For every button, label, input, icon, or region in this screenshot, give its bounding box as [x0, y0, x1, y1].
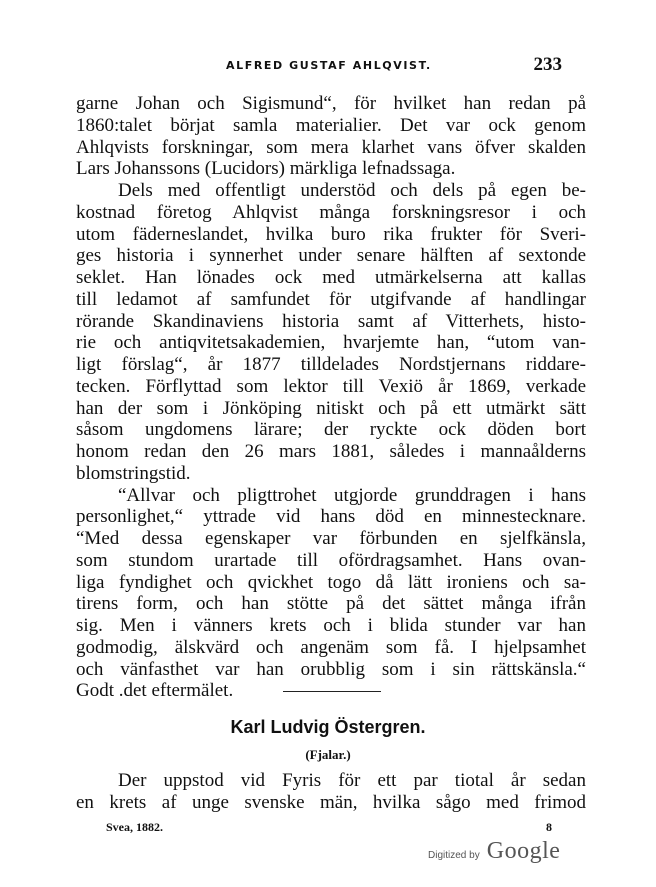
text-line: en krets af unge svenske män, hvilka sågo med frimod: [76, 791, 586, 813]
text-line: såsom ungdomens lärare; der ryckte ock döden bort: [76, 419, 586, 441]
section-divider: [283, 691, 381, 692]
text-line: honom redan den 26 mars 1881, således i mannaålderns: [76, 441, 586, 462]
printer-signature: Svea, 1882.: [106, 820, 163, 834]
text-line: garne Johan och Sigismund“, för hvilket han redan på: [76, 93, 586, 114]
text-line: personlighet,“ yttrade vid hans död en minnestecknare.: [76, 506, 586, 528]
text-line: och vänfasthet var han orubblig som i sin rättskänsla.“: [76, 658, 586, 680]
text-line: ligt förslag“, år 1877 tilldelades Nordstjernans riddare-: [76, 354, 586, 375]
text-line: Der uppstod vid Fyris för ett par tiotal år sedan: [118, 770, 586, 791]
text-line: till ledamot af samfundet för utgifvande af handlingar: [76, 288, 586, 310]
text-line: rie och antiqvitetsakademien, hvarjemte han, “utom van-: [76, 332, 586, 354]
text-line: “Med dessa egenskaper var förbunden en sjelfkänsla,: [76, 528, 586, 549]
text-line: tecken. Förflyttad som lektor till Vexiö år 1869, verkade: [76, 375, 586, 397]
section-text: [76, 770, 586, 814]
section-subtitle: (Fjalar.): [305, 747, 351, 762]
text-line: utom fäderneslandet, hvilka buro rika frukter för Sveri-: [76, 223, 586, 245]
text-line: blomstringstid.: [76, 462, 191, 484]
digitization-watermark: [428, 838, 568, 868]
text-line: han der som i Jönköping nitiskt och på ett utmärkt sätt: [76, 397, 586, 419]
text-line: Godt .det eftermälet.: [76, 680, 234, 702]
sheet-mark: 8: [546, 820, 552, 834]
text-line: “Allvar och pligttrohet utgjorde grunddragen i hans: [118, 484, 586, 506]
text-line: godmodig, älskvärd och angenäm som få. I hjelpsamhet: [76, 636, 586, 658]
body-text: [76, 93, 586, 702]
text-line: Dels med offentligt understöd och dels på egen be-: [118, 180, 586, 201]
watermark-prefix: Digitized by: [428, 850, 480, 861]
text-line: Ahlqvists forskningar, som mera klarhet vans öfver skalden: [76, 136, 586, 158]
text-line: som stundom urartade till ofördragsamhet. Hans ovan-: [76, 549, 586, 571]
text-line: seklet. Han lönades ock med utmärkelserna att kallas: [76, 267, 586, 288]
running-title: ALFRED GUSTAF AHLQVIST.: [226, 59, 432, 72]
text-line: liga fyndighet och qvickhet togo då lätt ironiens och sa-: [76, 571, 586, 593]
section-title: Karl Ludvig Östergren.: [230, 717, 426, 737]
text-line: sig. Men i vänners krets och i blida stunder var han: [76, 615, 586, 636]
text-line: ges historia i synnerhet under senare hälften af sextonde: [76, 245, 586, 267]
text-line: 1860:talet börjat samla materialier. Det var ock genom: [76, 114, 586, 136]
page-number: 233: [533, 54, 562, 75]
text-line: Lars Johanssons (Lucidors) märkliga lefnadssaga.: [76, 158, 456, 180]
text-line: tirens form, och han stötte på det sättet många ifrån: [76, 593, 586, 615]
text-line: kostnad företog Ahlqvist många forskningsresor i och: [76, 201, 586, 223]
text-line: rörande Skandinaviens historia samt af Vitterhets, histo-: [76, 310, 586, 332]
running-head: [76, 54, 576, 76]
google-logo: Google: [486, 838, 561, 864]
